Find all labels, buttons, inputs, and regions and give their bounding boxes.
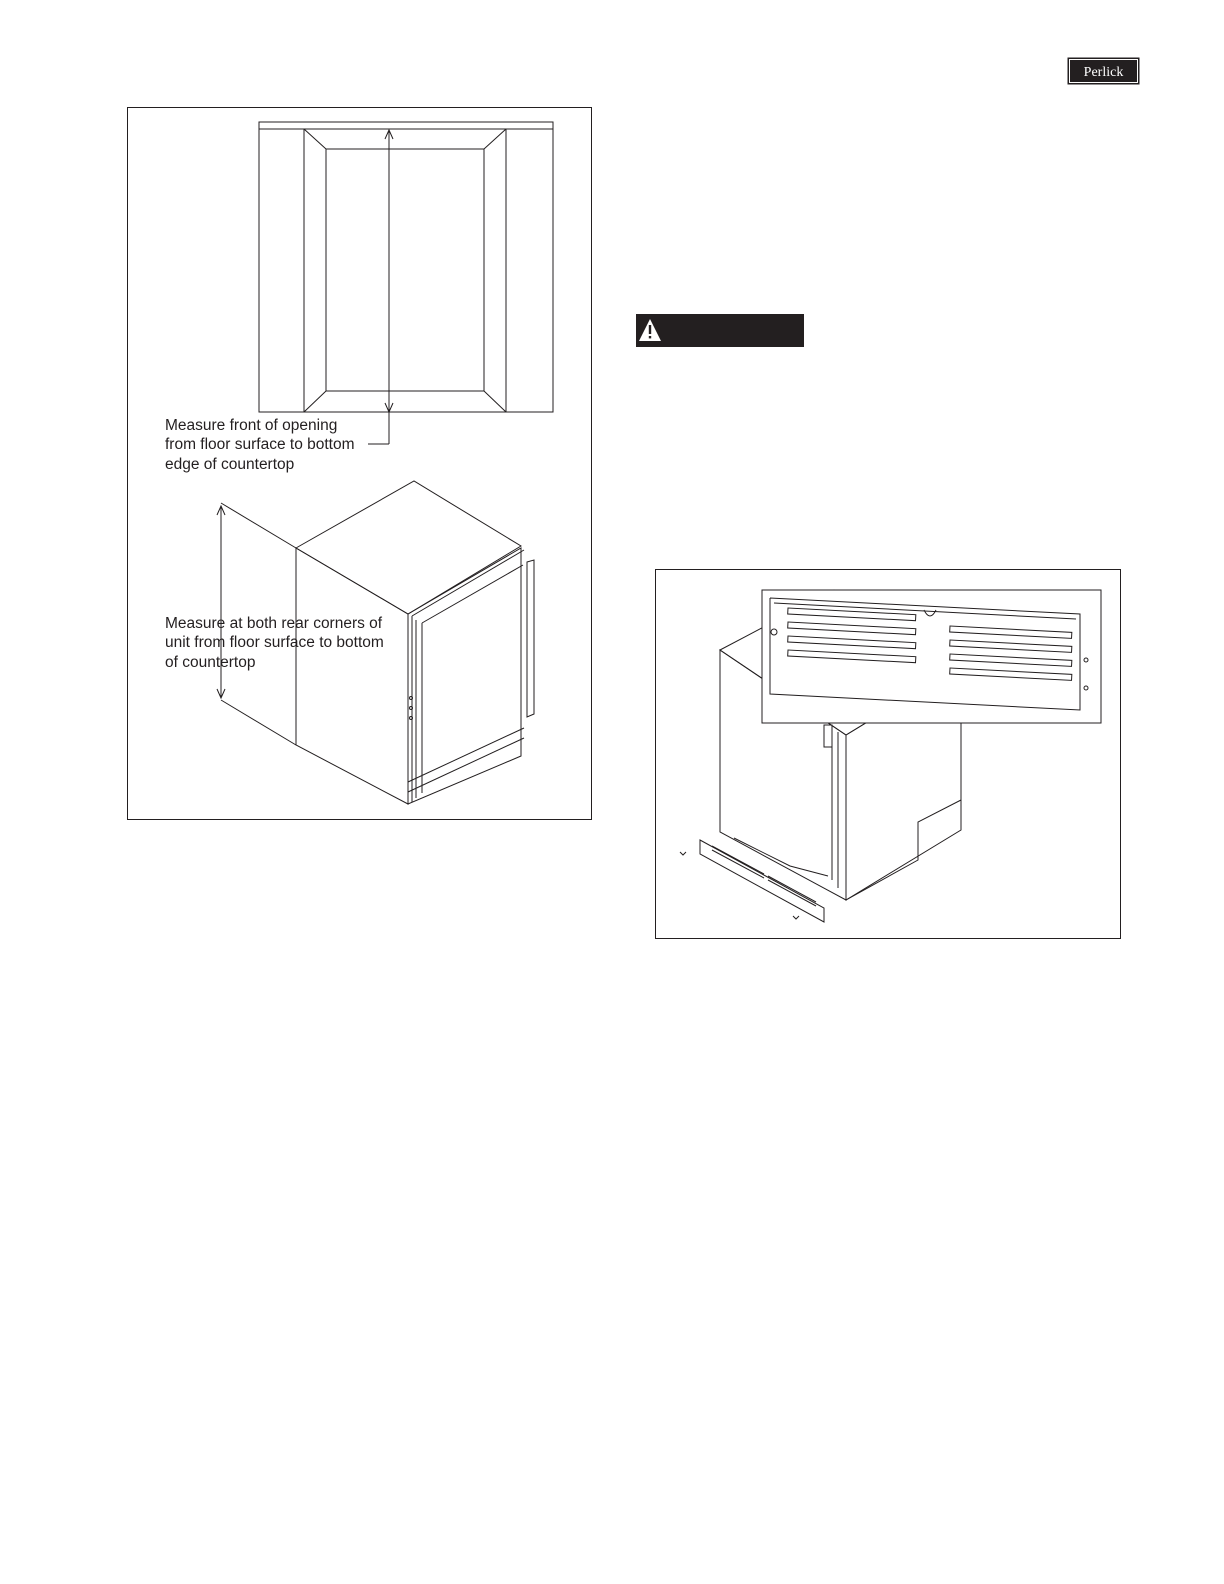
warning-triangle-icon (639, 319, 661, 341)
unit-side (296, 548, 408, 804)
screw-icon (680, 852, 686, 855)
unit-top (296, 481, 521, 614)
cabinet-outline (259, 122, 553, 412)
screw-icon (793, 916, 799, 919)
door-handle (527, 560, 534, 717)
perlick-logo-text: Perlick (1083, 65, 1124, 80)
warning-banner (636, 314, 804, 347)
door-hinge (824, 725, 832, 747)
caption-rear-corners: Measure at both rear corners of unit from floor surface to bottom of countertop (165, 615, 384, 671)
opening-back-wall (326, 149, 484, 391)
caption-front-opening: Measure front of opening from floor surface to bottom edge of countertop (165, 417, 355, 473)
grille-detail-inset (762, 590, 1101, 723)
figure-grille-removal (655, 569, 1121, 939)
perlick-logo (1067, 57, 1140, 85)
grille-diagram (656, 570, 1122, 940)
